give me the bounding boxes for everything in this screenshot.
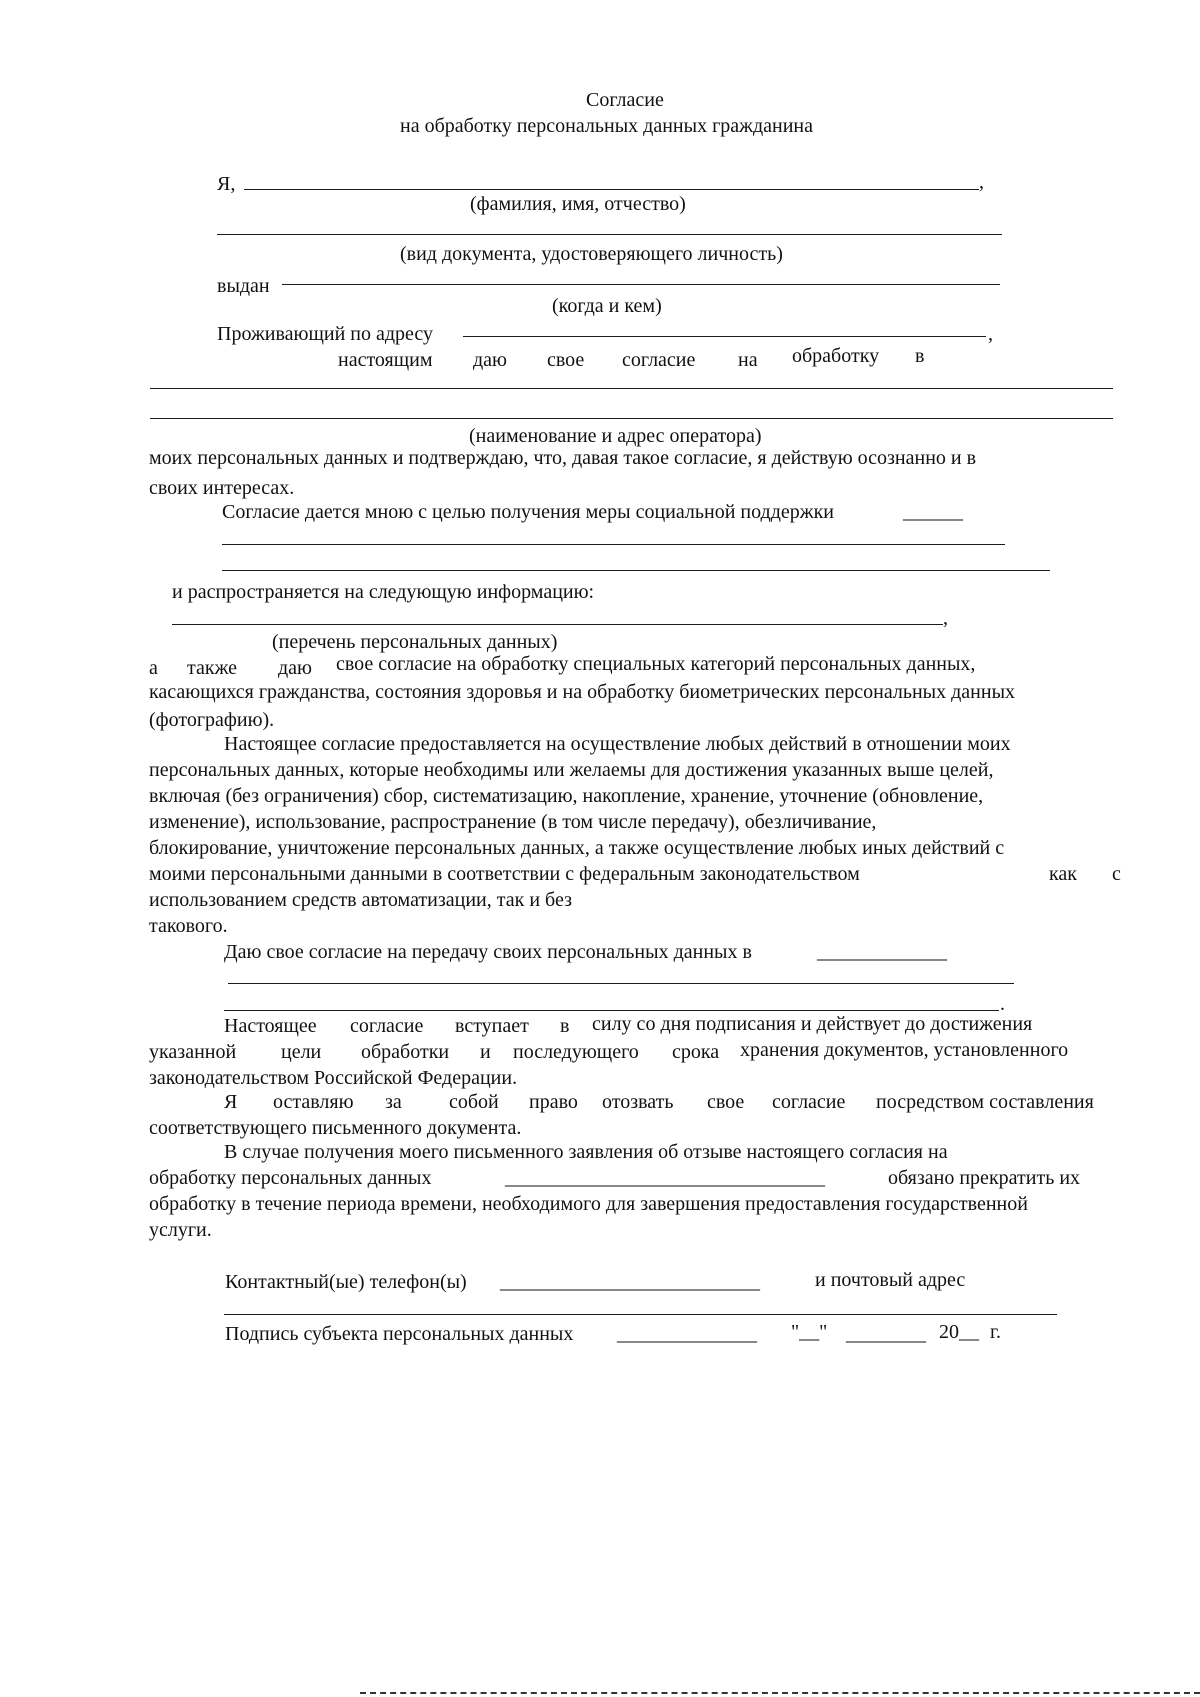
postal-address-field[interactable] — [224, 1314, 1057, 1315]
paragraph-withdrawal-line: обработку в течение периода времени, необходимого для завершения предоставления государственной — [149, 1193, 1028, 1215]
special-word: также — [187, 657, 238, 679]
paragraph-special-line: касающихся гражданства, состояния здоровья и на обработку биометрических персональных данных — [149, 681, 1016, 703]
paragraph-revoke-line: соответствующего письменного документа. — [149, 1117, 522, 1139]
special-word: а — [149, 657, 158, 679]
fio-caption: (фамилия, имя, отчество) — [470, 193, 686, 215]
revoke-word: за — [385, 1091, 402, 1113]
address-comma: , — [988, 323, 993, 345]
validity-word: цели — [281, 1041, 322, 1063]
operator-field-line-2[interactable] — [150, 418, 1113, 419]
consent-word: в — [915, 345, 925, 367]
scan-edge-artifact — [360, 1692, 1200, 1694]
validity-word: силу со дня подписания и действует до достижения — [592, 1013, 1033, 1035]
paragraph-my-data-line: своих интересах. — [149, 477, 295, 499]
validity-word: хранения документов, установленного — [740, 1039, 1069, 1061]
validity-word: последующего — [513, 1041, 639, 1063]
revoke-word: отозвать — [602, 1091, 674, 1113]
validity-word: вступает — [455, 1015, 529, 1037]
purpose-text: Согласие дается мною с целью получения меры социальной поддержки — [222, 501, 835, 523]
paragraph-actions-line: блокирование, уничтожение персональных данных, а также осуществление любых иных действий с — [149, 837, 1005, 859]
issued-caption: (когда и кем) — [552, 295, 662, 317]
validity-word: в — [560, 1015, 570, 1037]
consent-word: обработку — [792, 345, 880, 367]
address-field[interactable] — [463, 336, 986, 337]
consent-word: свое — [547, 349, 585, 371]
paragraph-actions-word: как — [1049, 863, 1078, 885]
consent-word: согласие — [622, 349, 696, 371]
special-word: свое согласие на обработку специальных категорий персональных данных, — [336, 653, 976, 675]
paragraph-actions-line: включая (без ограничения) сбор, систематизацию, накопление, хранение, уточнение (обновление, — [149, 785, 984, 807]
transfer-text: Даю свое согласие на передачу своих персональных данных в — [224, 941, 752, 963]
personal-data-list-caption: (перечень персональных данных) — [272, 631, 558, 653]
consent-word: настоящим — [338, 349, 433, 371]
transfer-period: . — [1000, 993, 1005, 1015]
paragraph-withdrawal-line: В случае получения моего письменного заявления об отзыве настоящего согласия на — [224, 1141, 948, 1163]
paragraph-actions-word: с — [1112, 863, 1121, 885]
paragraph-withdrawal-line: услуги. — [149, 1219, 212, 1241]
paragraph-special-line: (фотографию). — [149, 709, 275, 731]
revoke-word: собой — [449, 1091, 499, 1113]
paragraph-my-data-line: моих персональных данных и подтверждаю, что, давая такое согласие, я действую осознанно и в — [149, 447, 977, 469]
paragraph-withdrawal-line: обязано прекратить их — [888, 1167, 1081, 1189]
paragraph-actions-line: использованием средств автоматизации, так и без — [149, 889, 572, 911]
address-prefix: Проживающий по адресу — [217, 323, 434, 345]
paragraph-actions-line: персональных данных, которые необходимы или желаемы для достижения указанных выше целей, — [149, 759, 994, 781]
contact-phone-label: Контактный(ые) телефон(ы) — [225, 1271, 467, 1293]
signature-year[interactable]: 20__ — [939, 1321, 979, 1343]
issued-prefix: выдан — [217, 275, 270, 297]
purpose-field-line-1[interactable] — [222, 544, 1005, 545]
identity-document-field[interactable] — [217, 234, 1002, 235]
paragraph-withdrawal-line: обработку персональных данных — [149, 1167, 432, 1189]
signature-label: Подпись субъекта персональных данных — [225, 1323, 574, 1345]
revoke-word: оставляю — [273, 1091, 354, 1113]
identity-document-caption: (вид документа, удостоверяющего личность) — [400, 243, 783, 265]
signature-day-blank[interactable]: "__" — [791, 1321, 828, 1343]
applies-comma: , — [943, 607, 948, 629]
transfer-field-line-2[interactable] — [224, 1010, 999, 1011]
validity-word: и — [480, 1041, 491, 1063]
withdrawal-operator-blank[interactable]: ________________________________ — [505, 1167, 825, 1189]
postal-address-label: и почтовый адрес — [815, 1269, 966, 1291]
validity-word: Настоящее — [224, 1015, 317, 1037]
paragraph-actions-line: изменение), использование, распространение (в том числе передачу), обезличивание, — [149, 811, 877, 833]
personal-data-list-field[interactable] — [172, 624, 943, 625]
validity-word: обработки — [361, 1041, 450, 1063]
issued-field[interactable] — [282, 284, 1000, 285]
validity-word: согласие — [350, 1015, 424, 1037]
revoke-word: право — [529, 1091, 578, 1113]
signature-year-suffix: г. — [990, 1321, 1001, 1343]
validity-word: указанной — [149, 1041, 237, 1063]
purpose-field-line-2[interactable] — [222, 570, 1050, 571]
paragraph-validity-line: законодательством Российской Федерации. — [149, 1067, 518, 1089]
consent-word: даю — [473, 349, 507, 371]
validity-word: срока — [672, 1041, 720, 1063]
document-subtitle: на обработку персональных данных гражданина — [400, 115, 814, 137]
special-word: даю — [278, 657, 312, 679]
fio-comma: , — [979, 171, 984, 193]
signature-blank[interactable]: ______________ — [617, 1323, 757, 1345]
consent-word: на — [738, 349, 758, 371]
transfer-field-line-1[interactable] — [228, 983, 1014, 984]
paragraph-actions-line: моими персональными данными в соответствии с федеральным законодательством — [149, 863, 860, 885]
document-title: Согласие — [586, 89, 664, 111]
paragraph-actions-line: такового. — [149, 915, 228, 937]
signature-month-blank[interactable]: ________ — [846, 1323, 926, 1345]
operator-caption: (наименование и адрес оператора) — [469, 425, 762, 447]
paragraph-actions-line: Настоящее согласие предоставляется на осуществление любых действий в отношении моих — [224, 733, 1011, 755]
fio-prefix: Я, — [217, 173, 236, 195]
revoke-word: свое — [707, 1091, 745, 1113]
contact-phone-blank[interactable]: __________________________ — [500, 1271, 760, 1293]
operator-field-line-1[interactable] — [150, 388, 1113, 389]
fio-field[interactable] — [244, 189, 979, 190]
revoke-word: посредством составления — [876, 1091, 1094, 1113]
applies-text: и распространяется на следующую информацию: — [172, 581, 595, 603]
transfer-blank[interactable]: _____________ — [817, 941, 947, 963]
revoke-word: Я — [224, 1091, 238, 1113]
revoke-word: согласие — [772, 1091, 846, 1113]
purpose-blank[interactable]: ______ — [903, 501, 963, 523]
